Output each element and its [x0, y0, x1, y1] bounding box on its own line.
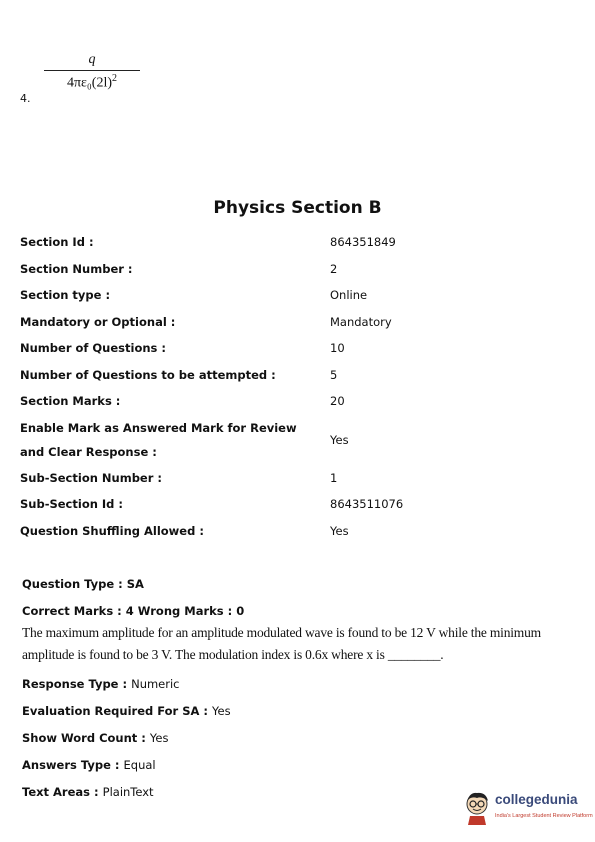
info-label: Section Number :	[20, 261, 133, 276]
response-type-value: Numeric	[131, 677, 180, 691]
word-count-label: Show Word Count :	[22, 731, 146, 745]
text-areas-value: PlainText	[102, 785, 154, 799]
evaluation-label: Evaluation Required For SA :	[22, 704, 209, 718]
info-row-shuffling	[20, 519, 580, 546]
info-value: 10	[330, 341, 345, 355]
option-number: 4.	[20, 92, 31, 105]
info-value: Online	[330, 288, 368, 302]
word-count-value: Yes	[149, 731, 169, 745]
info-label: Sub-Section Number :	[20, 470, 163, 485]
info-row-subsection-id	[20, 492, 580, 519]
info-label: Section type :	[20, 288, 111, 302]
evaluation-value: Yes	[212, 704, 231, 718]
section-info-table	[20, 230, 580, 545]
answers-type-label: Answers Type :	[22, 758, 120, 772]
info-label: Section Marks :	[20, 394, 121, 408]
answers-type	[22, 753, 562, 780]
info-value: Yes	[330, 523, 349, 538]
info-label: Mandatory or Optional :	[20, 314, 176, 329]
info-label: Sub-Section Id :	[20, 497, 124, 511]
info-row-section-id	[20, 230, 580, 257]
info-value: 8643511076	[330, 497, 404, 511]
question-text: The maximum amplitude for an amplitude modulated wave is found to be 12 V while the minimum amplitude is found to be 3 V. The modulation index is 0.6x where x is ________.	[22, 625, 541, 662]
question-type: Question Type : SA	[22, 577, 144, 591]
info-label: Number of Questions to be attempted :	[20, 367, 276, 382]
info-row-number-of-questions	[20, 336, 580, 363]
denominator-exponent: 2	[112, 73, 118, 84]
info-value: 864351849	[330, 235, 396, 249]
info-value: 20	[330, 394, 345, 408]
info-label: Enable Mark as Answered Mark for Review and Clear Response :	[20, 420, 297, 459]
formula-denominator	[44, 71, 140, 92]
question-block	[22, 572, 562, 807]
info-label: Question Shuffling Allowed :	[20, 523, 204, 538]
info-row-section-number	[20, 257, 580, 284]
info-row-section-marks	[20, 389, 580, 416]
info-row-questions-attempted	[20, 363, 580, 390]
show-word-count	[22, 726, 562, 753]
option-formula	[44, 52, 140, 92]
question-marks: Correct Marks : 4 Wrong Marks : 0	[22, 604, 245, 618]
formula-numerator: q	[88, 52, 96, 67]
info-label: Number of Questions :	[20, 341, 166, 355]
text-areas-label: Text Areas :	[22, 785, 99, 799]
info-row-subsection-number	[20, 466, 580, 493]
info-row-mandatory	[20, 310, 580, 337]
info-label: Section Id :	[20, 235, 94, 249]
info-value: 1	[330, 470, 338, 485]
logo-tagline: India's Largest Student Review Platform	[495, 813, 593, 819]
evaluation-required	[22, 699, 562, 726]
info-value: 5	[330, 367, 338, 382]
logo-wordmark: collegedunia	[495, 792, 578, 807]
collegedunia-logo	[462, 788, 593, 828]
answers-type-value: Equal	[123, 758, 156, 772]
info-value: Yes	[330, 432, 349, 447]
student-mascot-icon	[462, 790, 492, 826]
info-row-mark-for-review	[20, 416, 580, 466]
section-title: Physics Section B	[213, 198, 382, 218]
denominator-text: 4πε₀(2l)	[66, 75, 113, 91]
response-type-label: Response Type :	[22, 677, 128, 691]
info-row-section-type	[20, 283, 580, 310]
info-value: 2	[330, 261, 338, 276]
info-value: Mandatory	[330, 314, 392, 329]
response-type	[22, 672, 562, 699]
